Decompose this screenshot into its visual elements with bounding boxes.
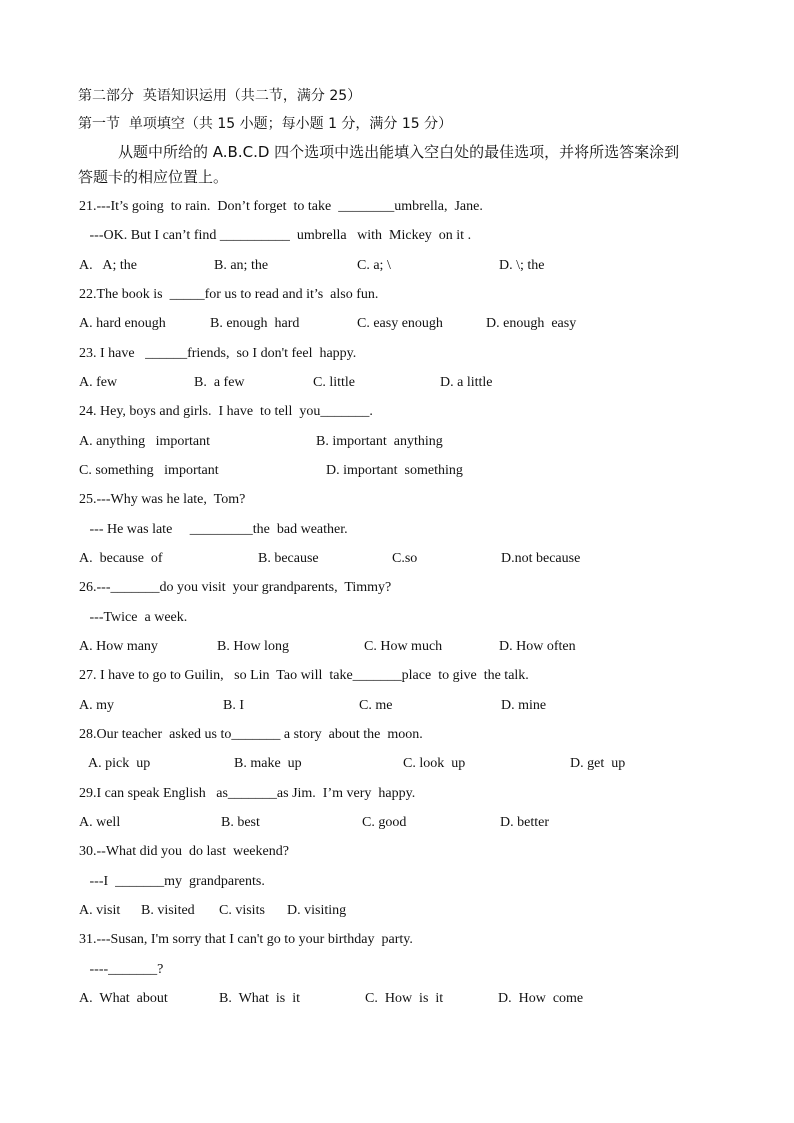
q28-option-c[interactable]: C. look up <box>403 756 466 771</box>
question-25-reply: --- He was late _________the bad weather. <box>79 522 348 537</box>
instruction-line-1: 从题中所给的 A.B.C.D 四个选项中选出能填入空白处的最佳选项，并将所选答案涂到 <box>118 143 680 161</box>
q29-option-d[interactable]: D. better <box>500 815 549 830</box>
question-27-stem: 27. I have to go to Guilin, so Lin Tao will take_______place to give the talk. <box>79 668 529 683</box>
q26-option-d[interactable]: D. How often <box>499 639 576 654</box>
q23-option-d[interactable]: D. a little <box>440 375 493 390</box>
q24-option-d[interactable]: D. important something <box>326 463 463 478</box>
q29-option-a[interactable]: A. well <box>79 815 121 830</box>
q26-option-b[interactable]: B. How long <box>217 639 289 654</box>
q22-option-d[interactable]: D. enough easy <box>486 316 577 331</box>
q26-option-c[interactable]: C. How much <box>364 639 443 654</box>
q31-option-c[interactable]: C. How is it <box>365 991 444 1006</box>
q30-option-c[interactable]: C. visits <box>219 903 265 918</box>
q23-option-c[interactable]: C. little <box>313 375 355 390</box>
q22-option-b[interactable]: B. enough hard <box>210 316 300 331</box>
q30-option-d[interactable]: D. visiting <box>287 903 347 918</box>
question-30-stem: 30.--What did you do last weekend? <box>79 844 289 859</box>
question-24-stem: 24. Hey, boys and girls. I have to tell you_______. <box>79 404 373 419</box>
q26-option-a[interactable]: A. How many <box>79 639 158 654</box>
question-26-stem: 26.---_______do you visit your grandparents, Timmy? <box>79 580 392 595</box>
q25-option-c[interactable]: C.so <box>392 551 418 566</box>
q23-option-a[interactable]: A. few <box>79 375 118 390</box>
question-29-stem: 29.I can speak English as_______as Jim. I’m very happy. <box>79 786 416 801</box>
question-21-stem: 21.---It’s going to rain. Don’t forget to take ________umbrella, Jane. <box>79 199 483 214</box>
q24-option-a[interactable]: A. anything important <box>79 434 211 449</box>
q23-option-b[interactable]: B. a few <box>194 375 245 390</box>
question-26-reply: ---Twice a week. <box>79 610 188 625</box>
q21-option-c[interactable]: C. a; \ <box>357 258 391 273</box>
q31-option-a[interactable]: A. What about <box>79 991 168 1006</box>
question-30-reply: ---I _______my grandparents. <box>79 874 265 889</box>
q21-option-d[interactable]: D. \; the <box>499 258 545 273</box>
q29-option-b[interactable]: B. best <box>221 815 260 830</box>
instruction-line-2: 答题卡的相应位置上。 <box>78 168 229 186</box>
q28-option-b[interactable]: B. make up <box>234 756 302 771</box>
q28-option-d[interactable]: D. get up <box>570 756 626 771</box>
q25-option-a[interactable]: A. because of <box>79 551 163 566</box>
question-28-stem: 28.Our teacher asked us to_______ a story about the moon. <box>79 727 423 742</box>
question-31-stem: 31.---Susan, I'm sorry that I can't go to your birthday party. <box>79 932 413 947</box>
q24-option-c[interactable]: C. something important <box>79 463 219 478</box>
q30-option-b[interactable]: B. visited <box>141 903 195 918</box>
q29-option-c[interactable]: C. good <box>362 815 407 830</box>
question-31-reply: ----_______? <box>79 962 164 977</box>
q31-option-d[interactable]: D. How come <box>498 991 584 1006</box>
q24-option-b[interactable]: B. important anything <box>316 434 443 449</box>
question-25-stem: 25.---Why was he late, Tom? <box>79 492 246 507</box>
question-22-stem: 22.The book is _____for us to read and it’s also fun. <box>79 287 379 302</box>
q27-option-c[interactable]: C. me <box>359 698 393 713</box>
q28-option-a[interactable]: A. pick up <box>88 756 151 771</box>
q31-option-b[interactable]: B. What is it <box>219 991 301 1006</box>
q27-option-b[interactable]: B. I <box>223 698 244 713</box>
q30-option-a[interactable]: A. visit <box>79 903 121 918</box>
section-title: 第一节 单项填空（共 15 小题；每小题 1 分，满分 15 分） <box>78 116 453 132</box>
q25-option-d[interactable]: D.not because <box>501 551 581 566</box>
q21-option-a[interactable]: A. A; the <box>79 258 137 273</box>
question-23-stem: 23. I have ______friends, so I don't feel happy. <box>79 346 357 361</box>
q27-option-a[interactable]: A. my <box>79 698 114 713</box>
question-21-reply: ---OK. But I can’t find __________ umbrella with Mickey on it . <box>79 228 472 243</box>
q22-option-a[interactable]: A. hard enough <box>79 316 166 331</box>
q22-option-c[interactable]: C. easy enough <box>357 316 443 331</box>
q27-option-d[interactable]: D. mine <box>501 698 547 713</box>
q21-option-b[interactable]: B. an; the <box>214 258 269 273</box>
part-title: 第二部分 英语知识运用（共二节，满分 25） <box>78 88 362 104</box>
q25-option-b[interactable]: B. because <box>258 551 319 566</box>
